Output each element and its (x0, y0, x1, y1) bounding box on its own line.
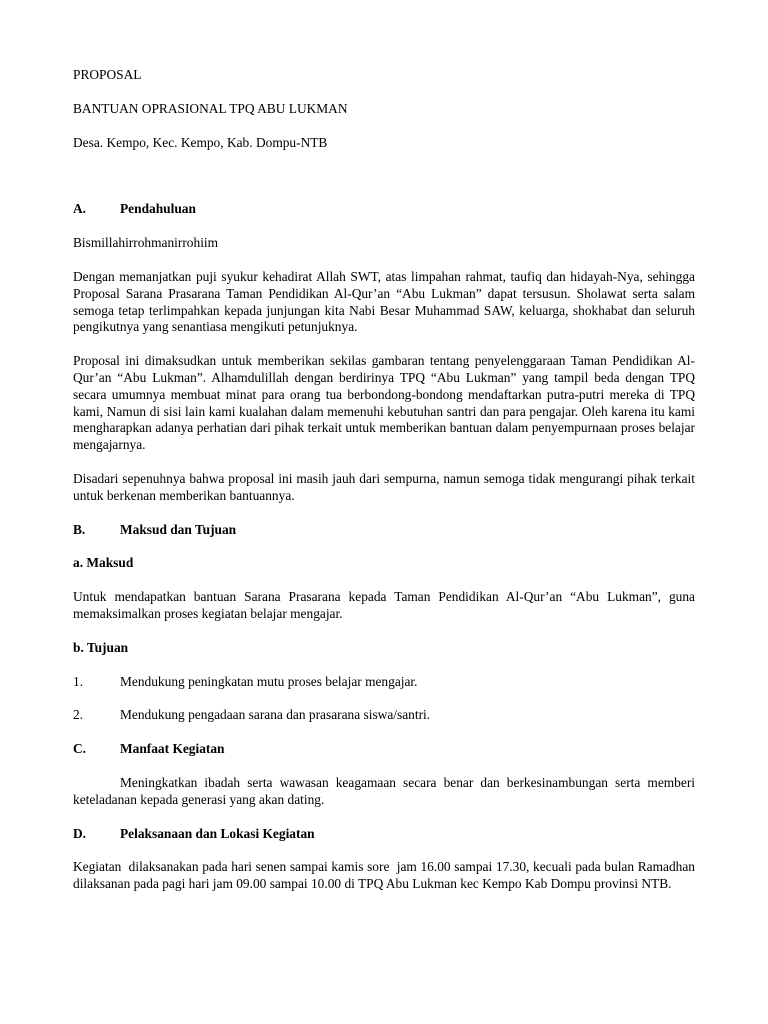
section-c-title: Manfaat Kegiatan (120, 741, 225, 757)
salutation: Bismillahirrohmanirrohiim (73, 235, 219, 251)
paragraph-intro-1: Dengan memanjatkan puji syukur kehadirat Allah SWT, atas limpahan rahmat, taufiq dan hidayah-Nya, sehingga Proposal Sarana Prasarana Taman Pendidikan Al-Qur’an “Abu Lukman” dapat tersusun. Sholawat serta salam semoga tetap terlimpahkan kepada junjungan kita Nabi Besar Muhammad SAW, keluarga, shokhabat dan seluruh pengikutnya yang senantiasa mengikuti petunjuknya. (73, 268, 695, 335)
tujuan-heading: b. Tujuan (73, 639, 129, 655)
maksud-text: Untuk mendapatkan bantuan Sarana Prasarana kepada Taman Pendidikan Al-Qur’an “Abu Lukman”, guna memaksimalkan proses kegiatan belajar mengajar. (73, 589, 695, 621)
manfaat-text: Meningkatkan ibadah serta wawasan keagamaan secara benar dan berkesinambungan serta memberi keteladanan kepada generasi yang akan dating. (73, 774, 695, 807)
section-c-heading (73, 741, 695, 758)
doc-location: Desa. Kempo, Kec. Kempo, Kab. Dompu-NTB (73, 134, 328, 150)
paragraph-intro-2: Proposal ini dimaksudkan untuk memberikan sekilas gambaran tentang penyelenggaraan Taman Pendidikan Al-Qur’an “Abu Lukman”. Alhamdulillah dengan berdirinya TPQ “Abu Lukman” yang tampil beda dengan TPQ secara umumnya membuat minat para orang tua berbondong-bondong mendaftarkan putra-putri mereka di TPQ kami, Namun di sisi lain kami kualahan dalam memenuhi kebutuhan santri dan para pengajar. Oleh karena itu kami mengharapkan adanya perhatian dari pihak terkait untuk memberikan bantuan dalam penyempurnaan proses belajar mengajarnya. (73, 353, 695, 453)
section-b-title: Maksud dan Tujuan (120, 521, 237, 537)
section-d-title: Pelaksanaan dan Lokasi Kegiatan (120, 825, 315, 841)
list-item (73, 674, 695, 691)
pelaksanaan-text: Kegiatan dilaksanakan pada hari senen sampai kamis sore jam 16.00 sampai 17.30, kecuali pada bulan Ramadhan dilaksanan pada pagi hari jam 09.00 sampai 10.00 di TPQ Abu Lukman kec Kempo Kab Dompu provinsi NTB. (73, 859, 699, 892)
paragraph-intro-3: Disadari sepenuhnya bahwa proposal ini masih jauh dari sempurna, namun semoga tidak mengurangi pihak terkait untuk berkenan memberikan bantuannya. (73, 470, 695, 503)
section-b-number: B. (73, 521, 86, 537)
list-item (73, 707, 695, 724)
section-a-number: A. (73, 201, 87, 217)
list-item-number: 2. (73, 707, 84, 723)
document-page (73, 67, 699, 893)
list-item-text: Mendukung peningkatan mutu proses belajar mengajar. (120, 673, 418, 689)
list-item-number: 1. (73, 673, 84, 689)
section-c-number: C. (73, 741, 87, 757)
section-d-number: D. (73, 825, 87, 841)
doc-title: PROPOSAL (73, 67, 142, 82)
maksud-heading: a. Maksud (73, 555, 134, 571)
section-d-heading (73, 826, 695, 843)
section-a-title: Pendahuluan (120, 201, 196, 217)
section-b-heading (73, 522, 695, 539)
list-item-text: Mendukung pengadaan sarana dan prasarana siswa/santri. (120, 707, 431, 723)
section-a-heading (73, 201, 695, 218)
doc-subtitle: BANTUAN OPRASIONAL TPQ ABU LUKMAN (73, 100, 348, 116)
